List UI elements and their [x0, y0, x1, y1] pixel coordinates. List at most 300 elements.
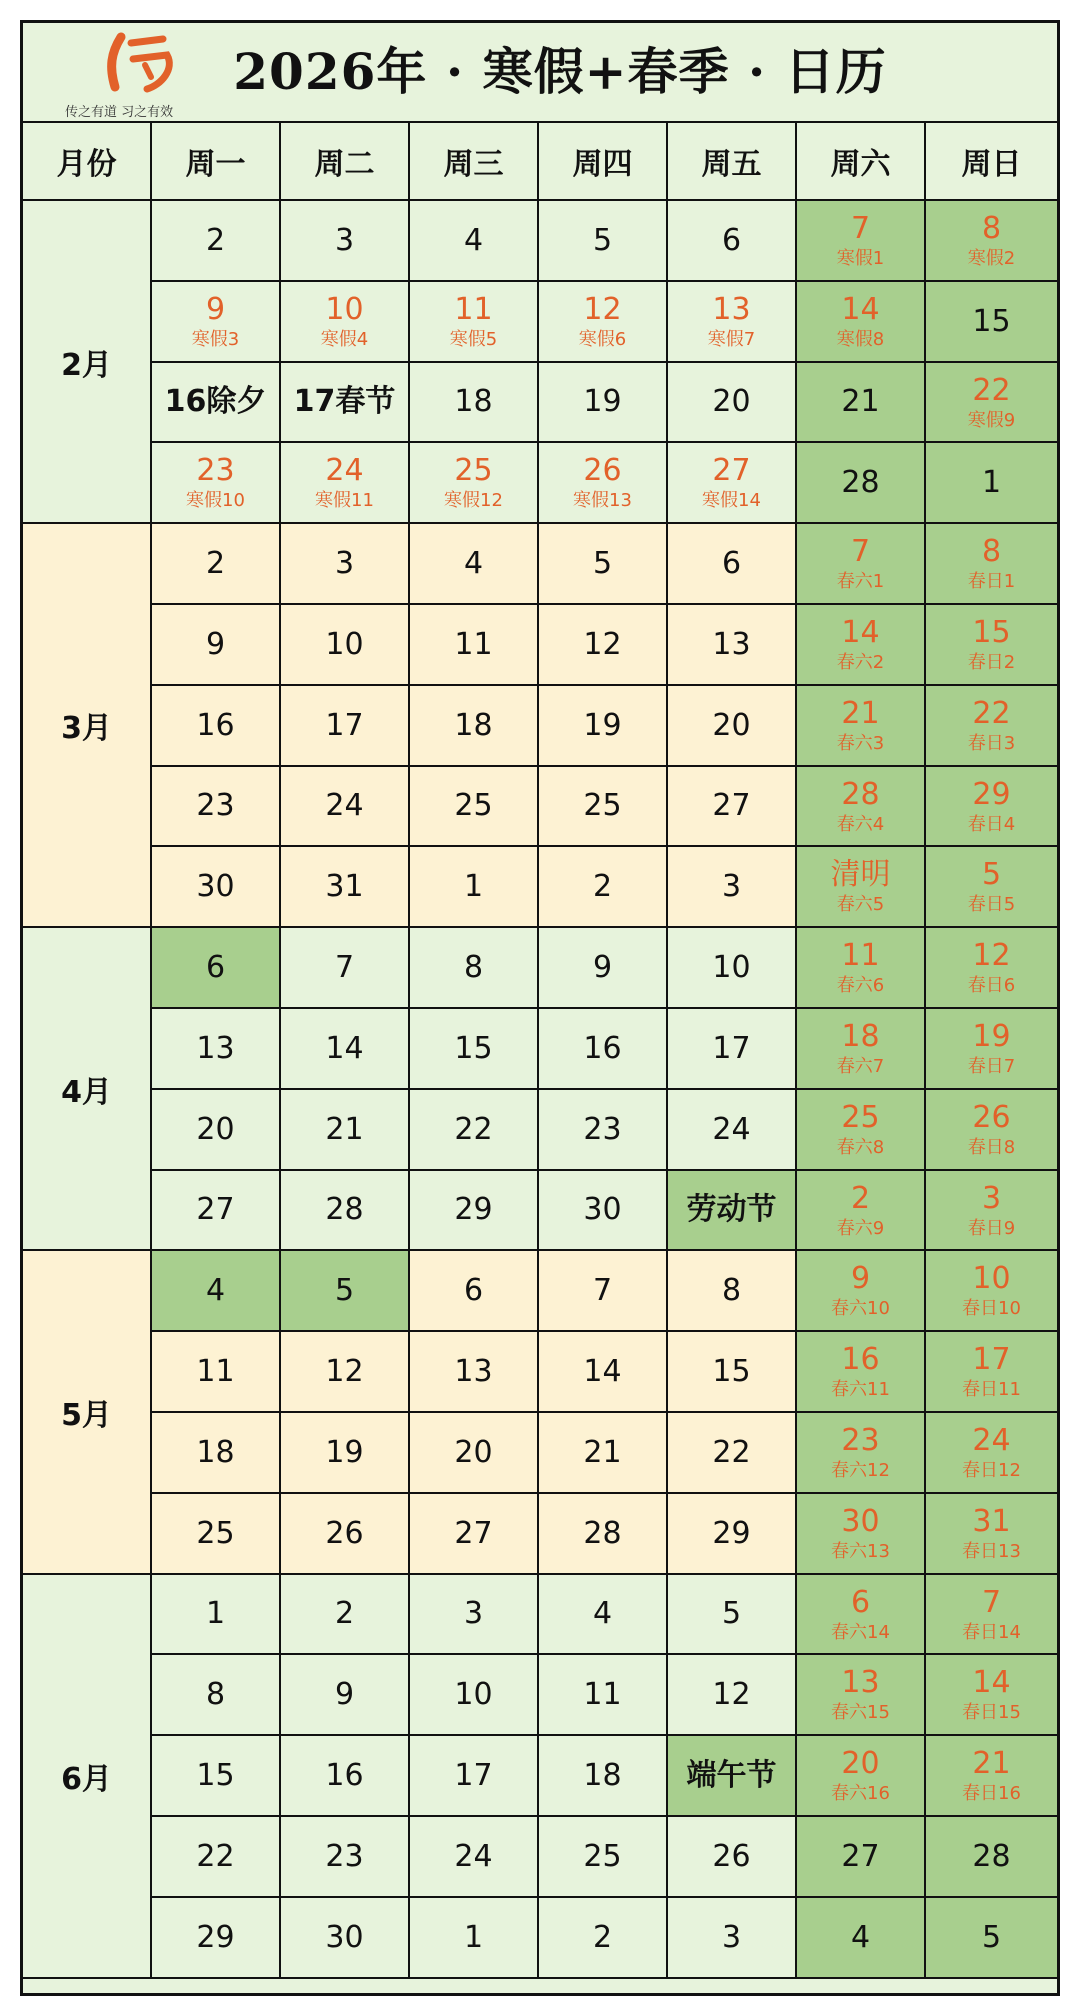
day-cell[interactable]: [926, 524, 1057, 605]
day-cell[interactable]: [281, 847, 410, 928]
day-number: 16: [196, 707, 235, 743]
day-cell[interactable]: [926, 1413, 1057, 1494]
day-cell[interactable]: [797, 928, 926, 1009]
day-cell[interactable]: [539, 1413, 668, 1494]
day-number: 12: [583, 291, 622, 327]
day-holiday-label: 春日8: [967, 1136, 1016, 1158]
day-cell[interactable]: [410, 282, 539, 363]
day-holiday-label: 春日15: [962, 1702, 1021, 1724]
day-cell[interactable]: [797, 1817, 926, 1898]
day-holiday-label: 春日11: [962, 1379, 1021, 1401]
day-number: 23: [583, 1111, 622, 1147]
day-cell[interactable]: [539, 605, 668, 686]
day-cell[interactable]: [668, 1332, 797, 1413]
day-cell[interactable]: [410, 1575, 539, 1656]
day-cell[interactable]: [668, 767, 797, 848]
day-cell[interactable]: [410, 1009, 539, 1090]
day-number: 5: [981, 857, 1002, 893]
day-holiday-label: 寒假1: [836, 248, 885, 269]
day-cell[interactable]: [797, 1090, 926, 1171]
day-cell[interactable]: [926, 1898, 1057, 1979]
day-holiday-label: 春日9: [967, 1217, 1016, 1239]
day-cell[interactable]: [668, 1009, 797, 1090]
day-cell[interactable]: [926, 1171, 1057, 1252]
day-number: 2: [334, 1596, 355, 1632]
day-cell[interactable]: [539, 201, 668, 282]
day-cell[interactable]: [539, 1736, 668, 1817]
day-number: 26: [583, 453, 622, 489]
day-number: 28: [972, 1838, 1011, 1874]
day-cell[interactable]: [797, 686, 926, 767]
day-number: 20: [712, 707, 751, 743]
day-number: 2: [592, 1919, 613, 1955]
day-cell[interactable]: [152, 847, 281, 928]
day-holiday-label: 春六14: [831, 1621, 890, 1643]
day-cell[interactable]: [926, 1090, 1057, 1171]
column-header-label: 周五: [701, 147, 762, 182]
day-number: 8: [463, 950, 484, 986]
day-number: 4: [205, 1273, 226, 1309]
day-number: 19: [583, 384, 622, 420]
day-cell[interactable]: [281, 1736, 410, 1817]
day-cell[interactable]: [152, 524, 281, 605]
day-holiday-label: 春六12: [831, 1460, 890, 1481]
day-cell[interactable]: [539, 767, 668, 848]
day-cell[interactable]: [152, 1736, 281, 1817]
day-number: 2: [205, 222, 226, 258]
day-cell[interactable]: [410, 1251, 539, 1332]
day-holiday-label: 寒假4: [320, 328, 369, 350]
day-cell[interactable]: [797, 1736, 926, 1817]
day-cell[interactable]: [797, 847, 926, 928]
day-number: 5: [592, 546, 613, 582]
day-cell[interactable]: [797, 1655, 926, 1736]
day-holiday-label: 春日16: [962, 1783, 1021, 1805]
day-number: 13: [712, 626, 751, 662]
day-number: 4: [850, 1919, 871, 1955]
day-number: 25: [583, 788, 622, 824]
day-cell[interactable]: [797, 201, 926, 282]
day-cell[interactable]: [152, 443, 281, 524]
day-cell[interactable]: [281, 1817, 410, 1898]
day-holiday-label: 春六11: [831, 1379, 890, 1401]
day-cell[interactable]: [281, 1332, 410, 1413]
month-label: 5月: [61, 1397, 112, 1433]
day-number: 8: [981, 211, 1002, 246]
day-number: 12: [712, 1677, 751, 1713]
day-cell[interactable]: [926, 1332, 1057, 1413]
day-number: 13: [454, 1354, 493, 1390]
day-cell[interactable]: [539, 1575, 668, 1656]
day-holiday-label: 寒假14: [702, 490, 761, 512]
day-holiday-label: 春六16: [831, 1783, 890, 1805]
day-number: 18: [841, 1019, 880, 1054]
day-cell[interactable]: [281, 767, 410, 848]
day-cell[interactable]: [668, 1655, 797, 1736]
day-cell[interactable]: [152, 363, 281, 444]
day-number: 15: [972, 615, 1011, 650]
day-cell[interactable]: [797, 282, 926, 363]
day-cell[interactable]: [539, 1494, 668, 1575]
day-cell[interactable]: [152, 1009, 281, 1090]
day-cell[interactable]: [797, 443, 926, 524]
day-cell[interactable]: [668, 443, 797, 524]
column-header: [23, 123, 152, 201]
day-cell[interactable]: [152, 201, 281, 282]
day-holiday-label: 春日14: [962, 1621, 1021, 1643]
day-cell[interactable]: [668, 1575, 797, 1656]
day-number: 2: [850, 1180, 871, 1216]
month-label: 2月: [61, 347, 112, 383]
day-holiday-label: 寒假10: [186, 490, 245, 512]
day-number: 10: [972, 1261, 1011, 1297]
day-number: 8: [721, 1273, 742, 1309]
day-cell[interactable]: [281, 1251, 410, 1332]
day-cell[interactable]: [539, 928, 668, 1009]
day-cell[interactable]: [797, 1494, 926, 1575]
day-number: 8: [981, 534, 1002, 570]
day-holiday-label: 寒假9: [967, 409, 1016, 431]
day-cell[interactable]: [926, 767, 1057, 848]
brand-logo: [65, 29, 225, 121]
day-holiday-label: 寒假7: [707, 328, 756, 350]
day-holiday-label: 春日10: [962, 1298, 1021, 1320]
day-cell[interactable]: [668, 1736, 797, 1817]
day-cell[interactable]: [539, 1251, 668, 1332]
day-number: 3: [981, 1180, 1002, 1216]
day-cell[interactable]: [797, 1413, 926, 1494]
day-cell[interactable]: [539, 847, 668, 928]
day-number: 31: [325, 869, 364, 905]
day-cell[interactable]: [410, 1413, 539, 1494]
day-cell[interactable]: [668, 201, 797, 282]
day-holiday-label: 春六6: [836, 975, 885, 997]
day-cell[interactable]: [539, 524, 668, 605]
day-number: 9: [334, 1677, 355, 1713]
day-cell[interactable]: [668, 1494, 797, 1575]
day-cell[interactable]: [926, 686, 1057, 767]
day-cell[interactable]: [281, 443, 410, 524]
day-number: 9: [205, 291, 226, 327]
day-cell[interactable]: [410, 847, 539, 928]
day-cell[interactable]: [539, 363, 668, 444]
day-number: 5: [721, 1596, 742, 1632]
day-holiday-label: 春日5: [967, 894, 1016, 916]
day-number: 12: [972, 938, 1011, 974]
day-number: 1: [981, 465, 1002, 501]
day-cell[interactable]: [539, 1817, 668, 1898]
day-holiday-label: 春六7: [836, 1056, 885, 1077]
day-cell[interactable]: [797, 1009, 926, 1090]
day-number: 6: [721, 546, 742, 582]
day-cell[interactable]: [539, 1332, 668, 1413]
day-number: 10: [325, 626, 364, 662]
day-cell[interactable]: [668, 1898, 797, 1979]
day-cell[interactable]: [668, 847, 797, 928]
day-cell[interactable]: [668, 928, 797, 1009]
day-cell[interactable]: [152, 1251, 281, 1332]
day-number: 23: [196, 453, 235, 489]
day-number: 7: [334, 950, 355, 986]
day-number: 6: [721, 222, 742, 258]
day-number: 16: [325, 1758, 364, 1794]
day-holiday-label: 春日7: [967, 1056, 1016, 1077]
day-cell[interactable]: [539, 1009, 668, 1090]
day-number: 22: [972, 372, 1011, 408]
day-cell[interactable]: [926, 1736, 1057, 1817]
day-cell[interactable]: [152, 1575, 281, 1656]
calendar-grid: [23, 123, 1057, 1993]
day-cell[interactable]: [410, 1494, 539, 1575]
month-label: 4月: [61, 1074, 112, 1110]
day-cell[interactable]: [668, 363, 797, 444]
day-holiday-label: 春日2: [967, 652, 1016, 673]
day-number: 3: [721, 869, 742, 905]
day-cell[interactable]: [281, 1655, 410, 1736]
day-number: 9: [592, 950, 613, 986]
day-cell[interactable]: [152, 282, 281, 363]
column-header: [926, 123, 1057, 201]
day-holiday-label: 春六10: [831, 1298, 890, 1320]
day-number: 14: [841, 615, 880, 650]
day-number: 21: [841, 695, 880, 731]
day-cell[interactable]: [668, 282, 797, 363]
day-cell[interactable]: [797, 605, 926, 686]
day-cell[interactable]: [410, 928, 539, 1009]
day-number: 7: [592, 1273, 613, 1309]
day-number: 11: [454, 291, 493, 327]
day-number: 13: [841, 1665, 880, 1701]
day-cell[interactable]: [281, 1413, 410, 1494]
day-cell[interactable]: [926, 1009, 1057, 1090]
month-label-cell: [23, 1575, 152, 1979]
day-cell[interactable]: [926, 282, 1057, 363]
day-cell[interactable]: [797, 1575, 926, 1656]
day-holiday-label: 春日1: [967, 571, 1016, 593]
day-cell[interactable]: [152, 928, 281, 1009]
day-number: 16: [841, 1342, 880, 1378]
day-number: 3: [334, 222, 355, 258]
day-cell[interactable]: [281, 1090, 410, 1171]
day-cell[interactable]: [797, 1898, 926, 1979]
day-cell[interactable]: [152, 686, 281, 767]
day-number: 28: [325, 1192, 364, 1228]
column-header-label: 周日: [961, 147, 1022, 182]
day-number: 21: [583, 1434, 622, 1470]
day-cell[interactable]: [281, 1575, 410, 1656]
day-cell[interactable]: [281, 201, 410, 282]
day-cell[interactable]: [152, 1090, 281, 1171]
day-cell[interactable]: [668, 1251, 797, 1332]
day-cell[interactable]: [152, 1332, 281, 1413]
day-number: 14: [841, 291, 880, 327]
day-cell[interactable]: [926, 1494, 1057, 1575]
day-cell[interactable]: [539, 1655, 668, 1736]
day-cell[interactable]: [668, 1413, 797, 1494]
day-cell[interactable]: [410, 363, 539, 444]
day-number: 13: [196, 1030, 235, 1066]
day-cell[interactable]: [797, 1171, 926, 1252]
day-cell[interactable]: [668, 1090, 797, 1171]
day-cell[interactable]: [539, 1898, 668, 1979]
day-cell[interactable]: [926, 928, 1057, 1009]
day-cell[interactable]: [410, 767, 539, 848]
day-cell[interactable]: [281, 1171, 410, 1252]
day-cell[interactable]: [410, 1332, 539, 1413]
column-header: [539, 123, 668, 201]
day-number: 24: [325, 788, 364, 824]
page-title: 2026年 · 寒假+春季 · 日历: [233, 42, 887, 101]
day-number: 4: [463, 546, 484, 582]
month-label: 3月: [61, 711, 112, 747]
day-cell[interactable]: [410, 201, 539, 282]
day-cell[interactable]: [668, 605, 797, 686]
day-cell[interactable]: [410, 605, 539, 686]
day-cell[interactable]: [668, 686, 797, 767]
day-number: 3: [463, 1596, 484, 1632]
day-number: 21: [841, 384, 880, 420]
day-number: 26: [325, 1515, 364, 1551]
day-cell[interactable]: [410, 686, 539, 767]
day-number: 16: [583, 1030, 622, 1066]
day-number: 29: [196, 1919, 235, 1955]
day-cell[interactable]: [281, 524, 410, 605]
day-cell[interactable]: [926, 1575, 1057, 1656]
day-cell[interactable]: [281, 363, 410, 444]
day-cell[interactable]: [152, 1171, 281, 1252]
day-cell[interactable]: [926, 363, 1057, 444]
day-number: 23: [325, 1838, 364, 1874]
day-number: 6: [463, 1273, 484, 1309]
day-number: 3: [334, 546, 355, 582]
day-cell[interactable]: [152, 1655, 281, 1736]
day-number: 24: [325, 453, 364, 489]
day-number: 14: [325, 1030, 364, 1066]
day-number: 12: [583, 626, 622, 662]
day-number: 27: [712, 453, 751, 489]
day-number: 30: [841, 1503, 880, 1539]
day-cell[interactable]: [410, 1898, 539, 1979]
day-number: 6: [205, 950, 226, 986]
day-cell[interactable]: [797, 524, 926, 605]
day-holiday-label: 春日3: [967, 732, 1016, 754]
day-cell[interactable]: [797, 767, 926, 848]
day-cell[interactable]: [410, 1655, 539, 1736]
month-label-cell: [23, 928, 152, 1251]
day-cell[interactable]: [668, 1817, 797, 1898]
day-number: 10: [712, 950, 751, 986]
column-header: [281, 123, 410, 201]
day-holiday-label: 春六4: [836, 813, 885, 835]
day-cell[interactable]: [281, 282, 410, 363]
month-label-cell: [23, 201, 152, 524]
day-number: 6: [850, 1584, 871, 1620]
day-cell[interactable]: [281, 686, 410, 767]
day-holiday-label: 春日12: [962, 1460, 1021, 1481]
day-number: 18: [583, 1758, 622, 1794]
day-cell[interactable]: [539, 686, 668, 767]
day-cell[interactable]: [410, 1090, 539, 1171]
day-holiday-label: 寒假3: [191, 328, 240, 350]
day-cell[interactable]: [410, 1817, 539, 1898]
day-cell[interactable]: [152, 1898, 281, 1979]
day-number: 25: [454, 788, 493, 824]
day-cell[interactable]: [539, 282, 668, 363]
day-number: 22: [712, 1434, 751, 1470]
day-cell[interactable]: [281, 928, 410, 1009]
day-number: 15: [196, 1758, 235, 1794]
day-cell[interactable]: [281, 1009, 410, 1090]
day-cell[interactable]: [926, 847, 1057, 928]
day-number: 23: [841, 1423, 880, 1458]
day-number: 18: [196, 1434, 235, 1470]
day-number: 25: [454, 453, 493, 489]
day-cell[interactable]: [539, 443, 668, 524]
day-cell[interactable]: [926, 201, 1057, 282]
day-number: 30: [325, 1919, 364, 1955]
calendar-header: [23, 23, 1057, 123]
day-holiday-label: 寒假13: [573, 490, 632, 512]
day-cell[interactable]: [926, 1251, 1057, 1332]
day-number: 17春节: [293, 384, 396, 420]
day-holiday-label: 寒假12: [444, 490, 503, 512]
month-label-cell: [23, 524, 152, 928]
day-cell[interactable]: [539, 1090, 668, 1171]
day-cell[interactable]: [926, 1817, 1057, 1898]
day-cell[interactable]: [281, 1898, 410, 1979]
day-holiday-label: 寒假6: [578, 328, 627, 350]
day-cell[interactable]: [926, 443, 1057, 524]
day-cell[interactable]: [410, 1171, 539, 1252]
logo-mark: [101, 29, 181, 99]
day-number: 15: [972, 303, 1011, 339]
day-number: 17: [454, 1758, 493, 1794]
day-number: 20: [454, 1434, 493, 1470]
day-cell[interactable]: [410, 1736, 539, 1817]
day-cell[interactable]: [668, 524, 797, 605]
day-number: 18: [454, 707, 493, 743]
day-cell[interactable]: [797, 363, 926, 444]
day-cell[interactable]: [797, 1251, 926, 1332]
day-cell[interactable]: [410, 524, 539, 605]
logo-caption: 传之有道 习之有效: [65, 105, 174, 120]
day-cell[interactable]: [281, 1494, 410, 1575]
day-cell[interactable]: [281, 605, 410, 686]
column-header-label: 周六: [830, 147, 891, 182]
day-cell[interactable]: [152, 1413, 281, 1494]
day-number: 28: [583, 1515, 622, 1551]
day-cell[interactable]: [152, 605, 281, 686]
day-number: 劳动节: [686, 1192, 777, 1228]
day-cell[interactable]: [152, 1817, 281, 1898]
day-number: 24: [712, 1111, 751, 1147]
day-holiday-label: 寒假5: [449, 328, 498, 350]
day-number: 26: [712, 1838, 751, 1874]
day-cell[interactable]: [797, 1332, 926, 1413]
day-holiday-label: 春六8: [836, 1136, 885, 1158]
day-cell[interactable]: [539, 1171, 668, 1252]
day-cell[interactable]: [152, 1494, 281, 1575]
day-cell[interactable]: [926, 605, 1057, 686]
column-header-label: 月份: [56, 147, 117, 182]
day-cell[interactable]: [410, 443, 539, 524]
day-holiday-label: 春日13: [962, 1540, 1021, 1562]
day-number: 1: [205, 1596, 226, 1632]
day-cell[interactable]: [668, 1171, 797, 1252]
day-number: 11: [583, 1677, 622, 1713]
day-cell[interactable]: [926, 1655, 1057, 1736]
day-cell[interactable]: [152, 767, 281, 848]
